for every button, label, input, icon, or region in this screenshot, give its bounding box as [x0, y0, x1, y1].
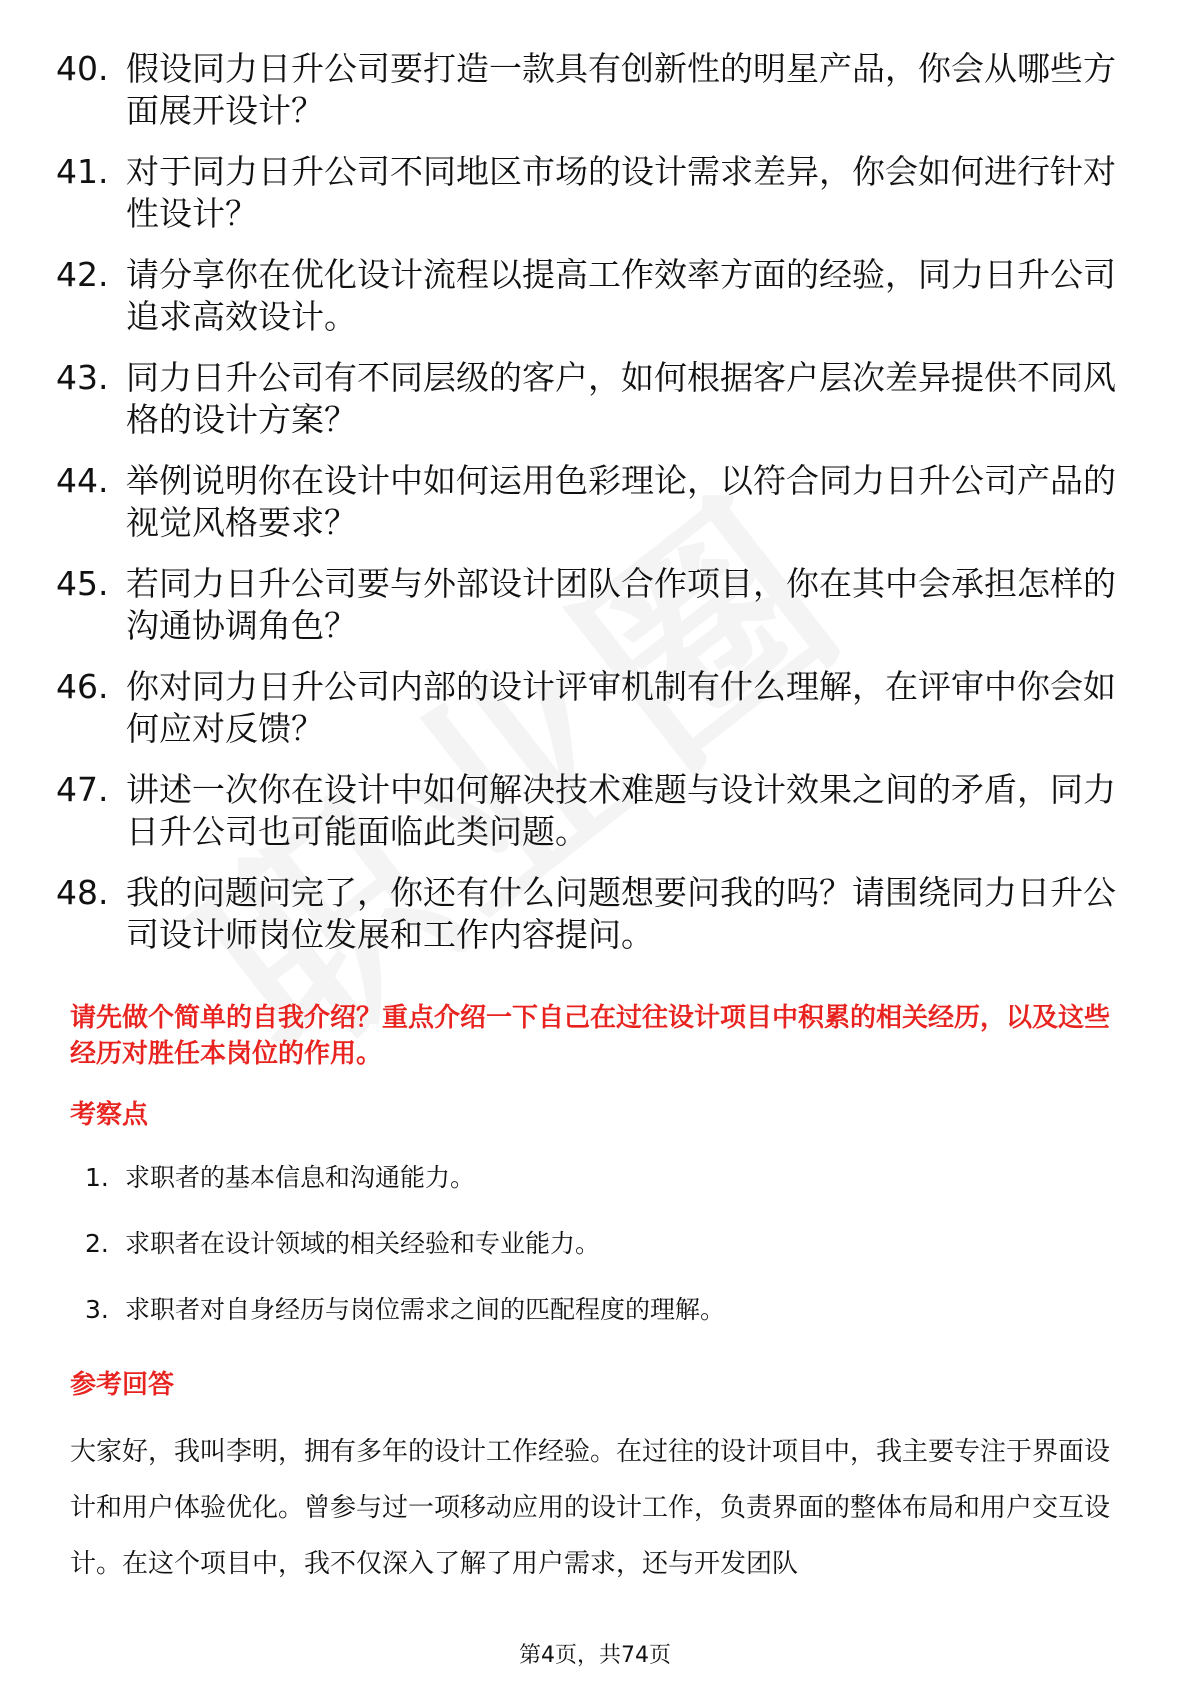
page-footer: 第4页，共74页	[519, 1643, 671, 1668]
question-item	[56, 769, 1136, 853]
question-text: 请分享你在优化设计流程以提高工作效率方面的经验，同力日升公司追求高效设计。	[126, 255, 1116, 336]
question-text: 讲述一次你在设计中如何解决技术难题与设计效果之间的矛盾，同力日升公司也可能面临此类问题。	[126, 770, 1116, 851]
answer-heading: 参考回答	[70, 1370, 175, 1400]
question-text: 我的问题问完了，你还有什么问题想要问我的吗？请围绕同力日升公司设计师岗位发展和工作内容提问。	[126, 873, 1116, 954]
question-text: 对于同力日升公司不同地区市场的设计需求差异，你会如何进行针对性设计？	[126, 152, 1116, 233]
focus-point-text: 求职者对自身经历与岗位需求之间的匹配程度的理解。	[125, 1295, 726, 1324]
interview-prompt: 请先做个简单的自我介绍？重点介绍一下自己在过往设计项目中积累的相关经历，以及这些经历对胜任本岗位的作用。	[70, 1003, 1111, 1069]
question-number: 42.	[56, 255, 109, 294]
focus-point-text: 求职者在设计领域的相关经验和专业能力。	[125, 1229, 601, 1258]
question-item	[56, 872, 1136, 956]
question-number: 40.	[56, 49, 109, 88]
focus-point-list	[80, 1160, 1120, 1358]
answer-text: 大家好，我叫李明，拥有多年的设计工作经验。在过往的设计项目中，我主要专注于界面设计和用户体验优化。曾参与过一项移动应用的设计工作，负责界面的整体布局和用户交互设计。在这个项目中，我不仅深入了解了用户需求，还与开发团队	[70, 1437, 1111, 1579]
question-number: 44.	[56, 461, 109, 500]
focus-point-number: 3.	[85, 1295, 109, 1324]
question-item	[56, 254, 1136, 338]
question-item	[56, 460, 1136, 544]
question-number: 46.	[56, 667, 109, 706]
focus-point-text: 求职者的基本信息和沟通能力。	[125, 1163, 476, 1192]
question-item	[56, 563, 1136, 647]
question-item	[56, 666, 1136, 750]
question-text: 若同力日升公司要与外部设计团队合作项目，你在其中会承担怎样的沟通协调角色？	[126, 564, 1116, 645]
question-list	[56, 48, 1136, 975]
focus-point-number: 2.	[85, 1229, 109, 1258]
question-number: 45.	[56, 564, 109, 603]
focus-heading: 考察点	[70, 1100, 149, 1130]
question-text: 你对同力日升公司内部的设计评审机制有什么理解，在评审中你会如何应对反馈？	[126, 667, 1116, 748]
question-item	[56, 357, 1136, 441]
question-text: 举例说明你在设计中如何运用色彩理论，以符合同力日升公司产品的视觉风格要求？	[126, 461, 1116, 542]
question-item	[56, 48, 1136, 132]
focus-point	[80, 1160, 1120, 1196]
focus-point	[80, 1292, 1120, 1328]
question-number: 43.	[56, 358, 109, 397]
question-item	[56, 151, 1136, 235]
question-number: 48.	[56, 873, 109, 912]
question-text: 假设同力日升公司要打造一款具有创新性的明星产品，你会从哪些方面展开设计？	[126, 49, 1116, 130]
focus-point	[80, 1226, 1120, 1262]
question-number: 47.	[56, 770, 109, 809]
question-number: 41.	[56, 152, 109, 191]
question-text: 同力日升公司有不同层级的客户，如何根据客户层次差异提供不同风格的设计方案？	[126, 358, 1116, 439]
focus-point-number: 1.	[85, 1163, 109, 1192]
